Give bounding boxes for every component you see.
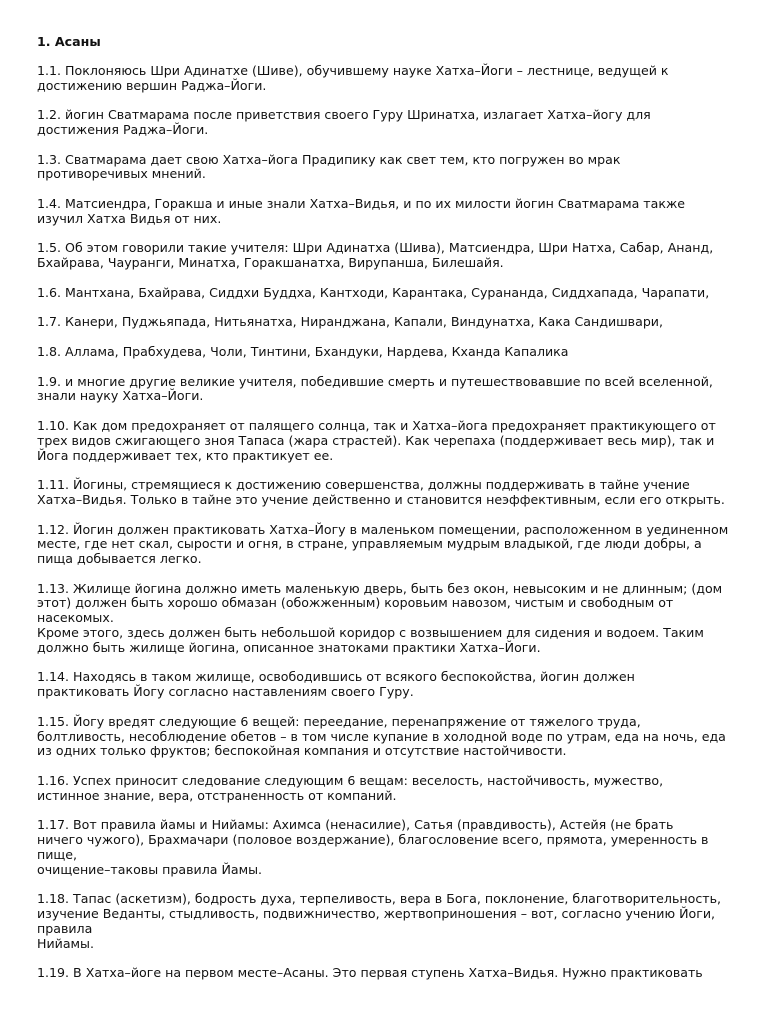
- paragraph: [37, 153, 737, 183]
- paragraph-line: месте, где нет скал, сырости и огня, в стране, управляемым мудрым владыкой, где люди добры, а: [37, 536, 702, 552]
- paragraph-line: Йога поддерживает тех, кто практикует ее.: [37, 447, 334, 463]
- paragraph-line: Хатха–Видья. Только в тайне это учение действенно и становится неэффективным, если его открыть.: [37, 491, 725, 507]
- paragraph-line: этот) должен быть хорошо обмазан (обожженным) коровьим навозом, чистым и свободным от: [37, 595, 674, 611]
- paragraph-line: 1.14. Находясь в таком жилище, освободившись от всякого беспокойства, йогин должен: [37, 669, 635, 685]
- paragraph-line: 1.15. Йогу вредят следующие 6 вещей: переедание, перенапряжение от тяжелого труда,: [37, 713, 641, 729]
- paragraph: [37, 774, 737, 804]
- paragraph-line: 1.1. Поклоняюсь Шри Адинатхе (Шиве), обучившему науке Хатха–Йоги – лестнице, ведущей к: [37, 62, 669, 78]
- paragraph: [37, 478, 737, 508]
- paragraph-line: 1.16. Успех приносит следование следующим 6 вещам: веселость, настойчивость, мужество,: [37, 773, 664, 789]
- paragraph-line: практиковать Йогу согласно наставлениям своего Гуру.: [37, 684, 414, 700]
- paragraph: [37, 966, 737, 981]
- paragraph-line: 1.10. Как дом предохраняет от палящего солнца, так и Хатха–йога предохраняет практикующего от: [37, 417, 716, 433]
- paragraph: [37, 197, 737, 227]
- paragraph-line: противоречивых мнений.: [37, 166, 206, 182]
- paragraph-line: 1.4. Матсиендра, Горакша и иные знали Хатха–Видья, и по их милости йогин Сватмарама также: [37, 195, 686, 211]
- paragraph-line: ничего чужого), Брахмачари (половое воздержание), благословение всего, прямота, умеренность в: [37, 832, 709, 848]
- paragraph-line: пище,: [37, 847, 78, 863]
- paragraph-line: Кроме этого, здесь должен быть небольшой коридор с возвышением для сидения и водоем. Таким: [37, 625, 704, 641]
- paragraph-line: 1.7. Канери, Пуджьяпада, Нитьянатха, Ниранджана, Капали, Виндунатха, Кака Сандишвари,: [37, 314, 663, 330]
- paragraph: [37, 523, 737, 567]
- paragraph-line: 1.3. Сватмарама дает свою Хатха–йога Прадипику как свет тем, кто погружен во мрак: [37, 151, 621, 167]
- paragraph: [37, 108, 737, 138]
- paragraph-line: правила: [37, 921, 93, 937]
- paragraph-line: очищение–таковы правила Йамы.: [37, 861, 263, 877]
- paragraph-line: Бхайрава, Чауранги, Минатха, Горакшанатха, Вирупанша, Билешайя.: [37, 255, 504, 271]
- paragraph: [37, 64, 737, 94]
- paragraph-line: 1.18. Тапас (аскетизм), бодрость духа, терпеливость, вера в Бога, поклонение, благотворительность,: [37, 891, 722, 907]
- section-heading: 1. Асаны: [37, 34, 101, 49]
- paragraph-line: из одних только фруктов; беспокойная компания и отсутствие настойчивости.: [37, 743, 567, 759]
- paragraph-line: 1.9. и многие другие великие учителя, победившие смерть и путешествовавшие по всей вселенной,: [37, 373, 713, 389]
- paragraph-line: достижению вершин Раджа–Йоги.: [37, 77, 267, 93]
- paragraph-line: 1.2. йогин Сватмарама после приветствия своего Гуру Шринатха, излагает Хатха–йогу для: [37, 107, 651, 123]
- paragraph-line: изучил Хатха Видья от них.: [37, 210, 222, 226]
- document-page: [37, 35, 737, 996]
- paragraph-line: болтливость, несоблюдение обетов – в том числе купание в холодной воде по утрам, еда на ночь, еда: [37, 728, 726, 744]
- paragraph-line: 1.6. Мантхана, Бхайрава, Сиддхи Буддха, Кантходи, Карантака, Сурананда, Сиддхапада, Чарапати,: [37, 284, 710, 300]
- paragraph: [37, 670, 737, 700]
- paragraph: [37, 345, 737, 360]
- paragraph-line: пища добывается легко.: [37, 551, 202, 567]
- paragraph-line: 1.5. Об этом говорили такие учителя: Шри Адинатха (Шива), Матсиендра, Шри Натха, Сабар, Ананд,: [37, 240, 714, 256]
- paragraph: [37, 375, 737, 405]
- paragraph-line: знали науку Хатха–Йоги.: [37, 388, 204, 404]
- paragraph: [37, 419, 737, 463]
- paragraph-line: 1.8. Аллама, Прабхудева, Чоли, Тинтини, Бхандуки, Нардева, Кханда Капалика: [37, 343, 569, 359]
- paragraph-line: истинное знание, вера, отстраненность от компаний.: [37, 787, 397, 803]
- paragraph-line: достижения Раджа–Йоги.: [37, 121, 209, 137]
- paragraph-line: 1.12. Йогин должен практиковать Хатха–Йогу в маленьком помещении, расположенном в уединенном: [37, 521, 729, 537]
- paragraph-list: [37, 64, 737, 981]
- paragraph: [37, 892, 737, 951]
- paragraph: [37, 286, 737, 301]
- paragraph-line: трех видов сжигающего зноя Тапаса (жара страстей). Как черепаха (поддерживает весь мир), так и: [37, 432, 715, 448]
- paragraph-line: 1.19. В Хатха–йоге на первом месте–Асаны. Это первая ступень Хатха–Видья. Нужно практиковать: [37, 965, 703, 981]
- paragraph-line: 1.17. Вот правила йамы и Нийамы: Ахимса (ненасилие), Сатья (правдивость), Астейя (не брать: [37, 817, 674, 833]
- paragraph-line: насекомых.: [37, 610, 114, 626]
- paragraph: [37, 582, 737, 656]
- paragraph-line: должно быть жилище йогина, описанное знатоками практики Хатха–Йоги.: [37, 639, 541, 655]
- paragraph-line: 1.13. Жилище йогина должно иметь маленькую дверь, быть без окон, невысоким и не длинным; (дом: [37, 580, 723, 596]
- paragraph: [37, 315, 737, 330]
- paragraph-line: изучение Веданты, стыдливость, подвижничество, жертвоприношения – вот, согласно учению Йоги,: [37, 906, 716, 922]
- paragraph: [37, 818, 737, 877]
- paragraph-line: 1.11. Йогины, стремящиеся к достижению совершенства, должны поддерживать в тайне учение: [37, 477, 690, 493]
- paragraph: [37, 715, 737, 759]
- paragraph-line: Нийамы.: [37, 935, 95, 951]
- paragraph: [37, 241, 737, 271]
